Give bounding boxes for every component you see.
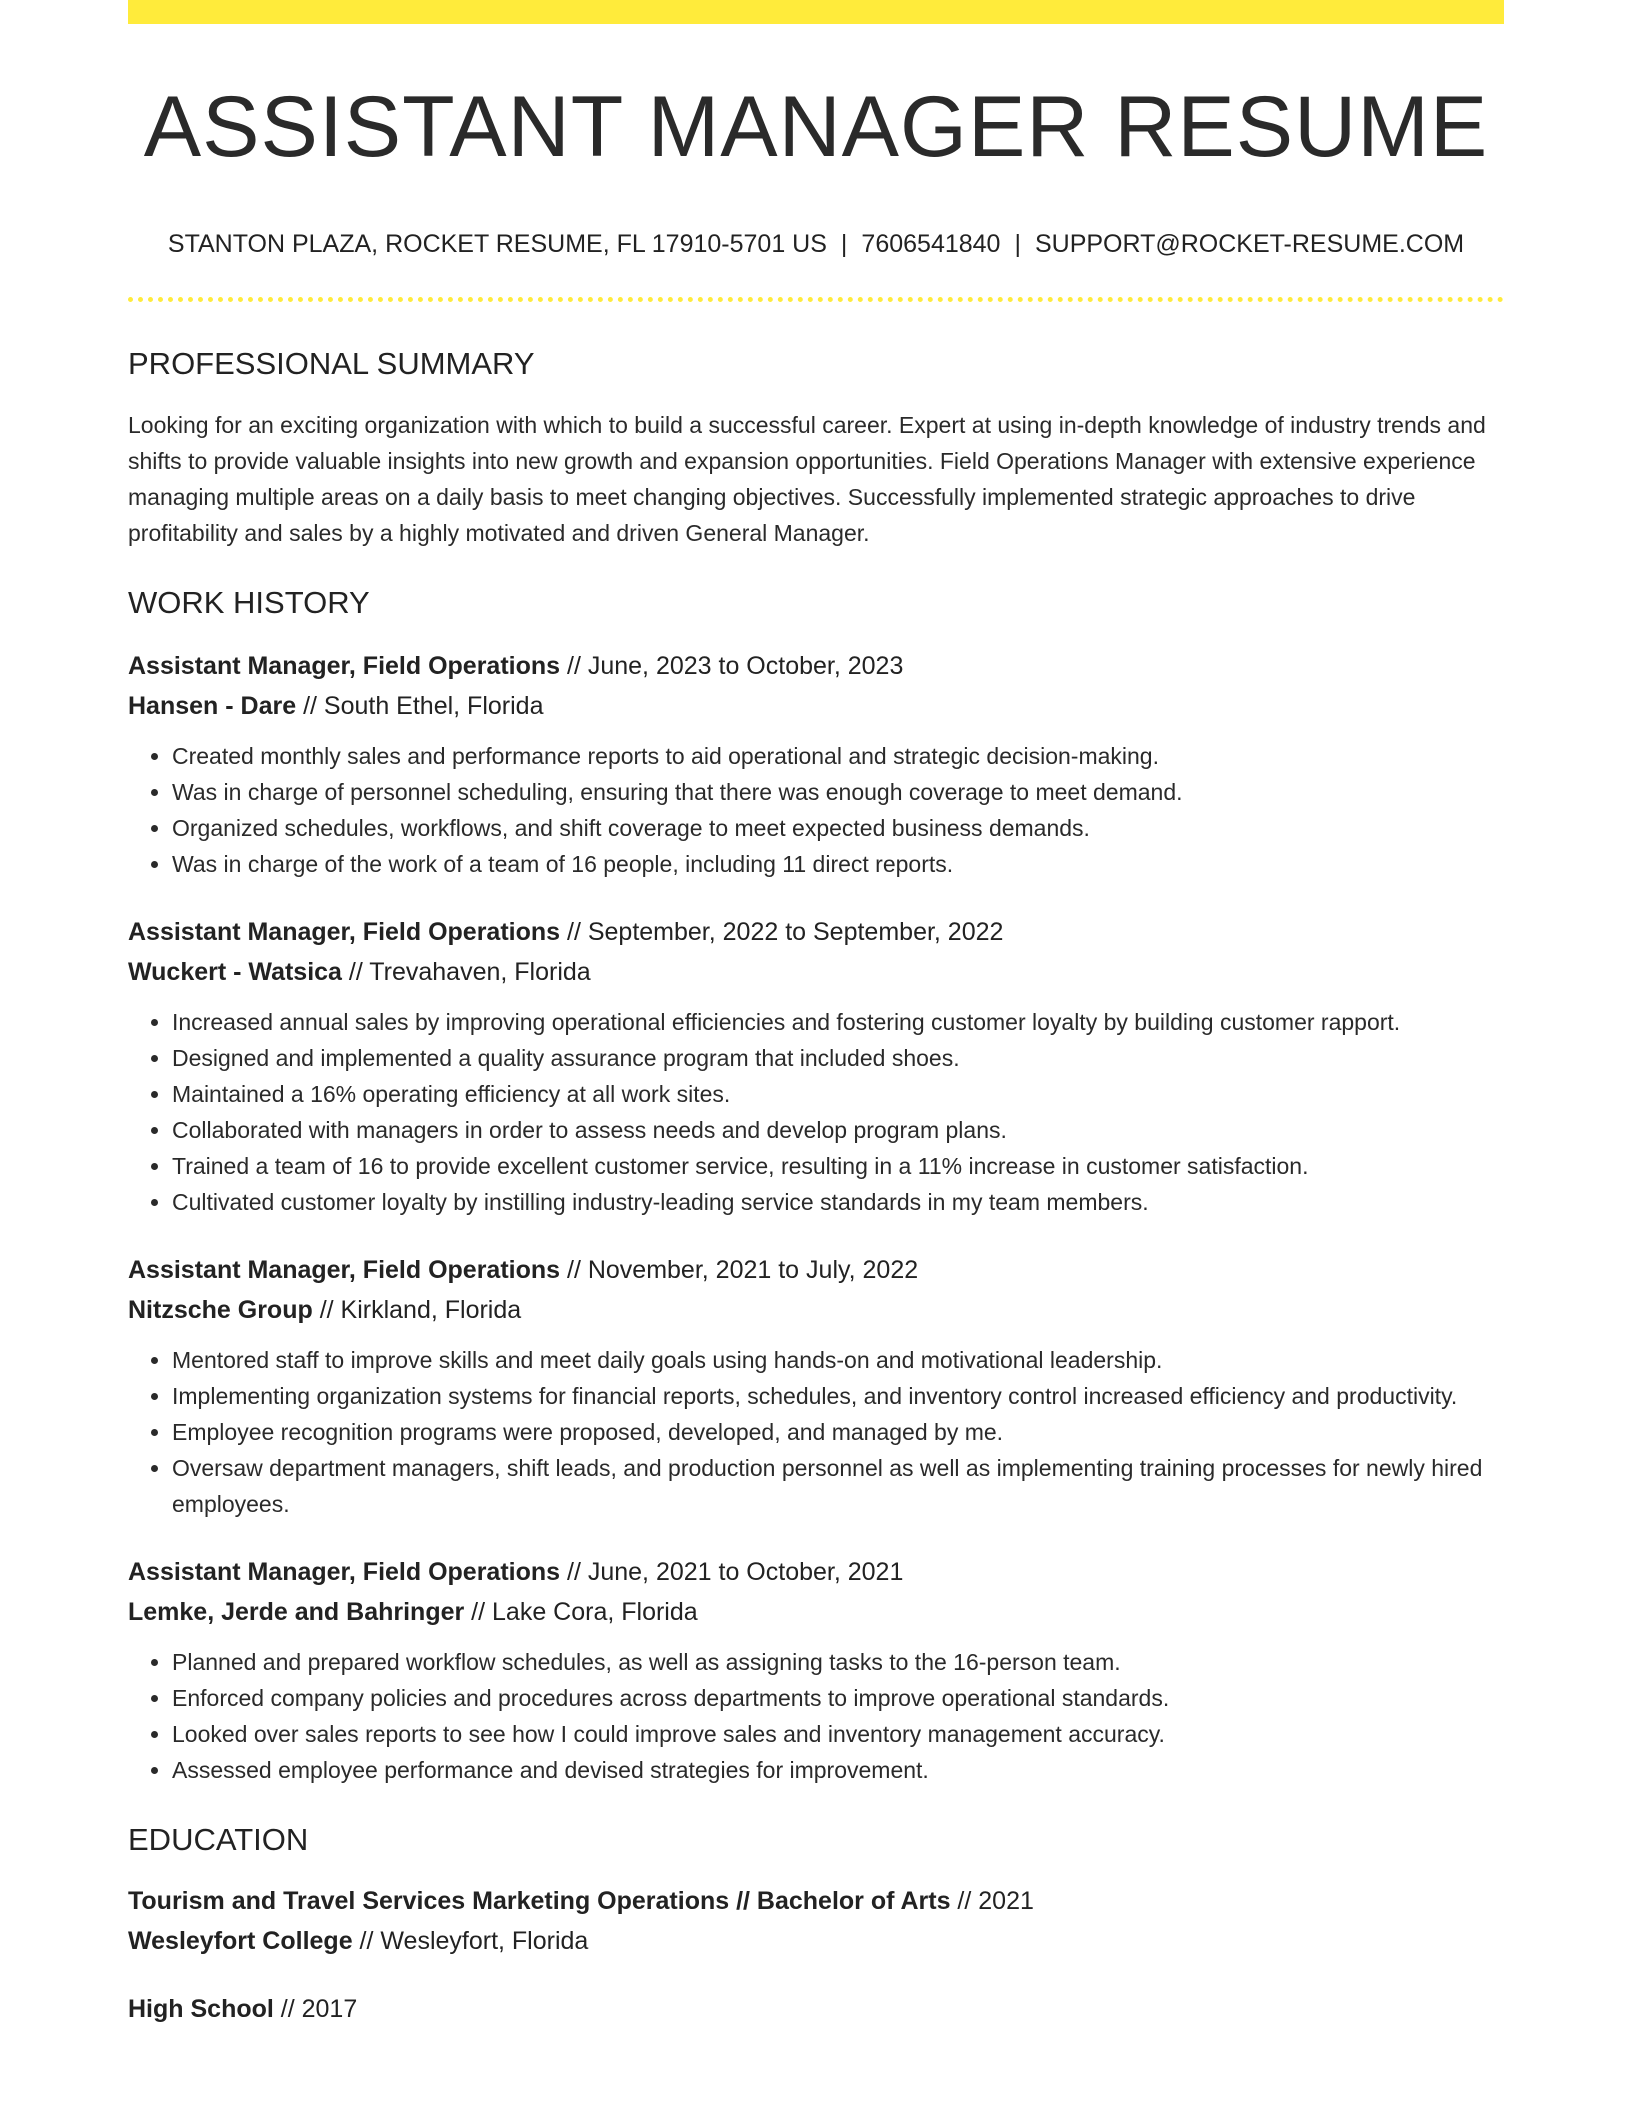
contact-line <box>128 232 1504 257</box>
job-bullets <box>128 1644 1504 1788</box>
education-degree: High School <box>128 1995 274 2023</box>
contact-separator: | <box>1014 230 1021 258</box>
job-company: Lemke, Jerde and Bahringer <box>128 1598 465 1626</box>
job-bullet: • Created monthly sales and performance reports to aid operational and strategic decision-making. <box>172 738 1504 774</box>
job-bullet: • Oversaw department managers, shift leads, and production personnel as well as implementing training processes for newly hired employees. <box>172 1450 1504 1522</box>
resume-title: ASSISTANT MANAGER RESUME <box>143 79 1489 175</box>
dotted-divider <box>128 297 1504 302</box>
job-location: // South Ethel, Florida <box>296 692 544 720</box>
job-entry <box>128 912 1504 1220</box>
education-degree: Tourism and Travel Services Marketing Operations // Bachelor of Arts <box>128 1887 951 1915</box>
work-history-heading: WORK HISTORY <box>128 585 370 620</box>
education-year: // 2017 <box>273 1995 358 2023</box>
job-bullet: • Maintained a 16% operating efficiency at all work sites. <box>172 1076 1504 1112</box>
job-dates: // June, 2021 to October, 2021 <box>560 1558 904 1586</box>
job-role: Assistant Manager, Field Operations <box>128 918 561 946</box>
education-heading: EDUCATION <box>128 1822 309 1857</box>
job-bullet: • Increased annual sales by improving operational efficiencies and fostering customer loyalty by building customer rapport. <box>172 1004 1504 1040</box>
job-bullet: • Organized schedules, workflows, and shift coverage to meet expected business demands. <box>172 810 1504 846</box>
job-bullet: • Employee recognition programs were proposed, developed, and managed by me. <box>172 1414 1504 1450</box>
job-bullet: • Designed and implemented a quality assurance program that included shoes. <box>172 1040 1504 1076</box>
job-bullet: • Cultivated customer loyalty by instilling industry-leading service standards in my team members. <box>172 1184 1504 1220</box>
job-bullet: • Planned and prepared workflow schedules, as well as assigning tasks to the 16-person team. <box>172 1644 1504 1680</box>
job-bullets <box>128 1342 1504 1522</box>
education-location: // Wesleyfort, Florida <box>352 1927 589 1955</box>
resume-page <box>128 0 1504 2029</box>
job-bullets <box>128 1004 1504 1220</box>
job-dates: // November, 2021 to July, 2022 <box>560 1256 919 1284</box>
summary-text: Looking for an exciting organization with which to build a successful career. Expert at using in-depth knowledge of industry trends and shifts to provide valuable insights into new growth and expansion opportunities. Field Operations Manager with extensive experience managing multiple areas on a daily basis to meet changing objectives. Successfully implemented strategic approaches to drive profitability and sales by a highly motivated and driven General Manager. <box>128 412 1486 546</box>
job-role-line <box>128 646 1504 686</box>
job-role-line <box>128 1552 1504 1592</box>
job-bullet: • Enforced company policies and procedures across departments to improve operational standards. <box>172 1680 1504 1716</box>
job-role: Assistant Manager, Field Operations <box>128 652 561 680</box>
job-company: Wuckert - Watsica <box>128 958 342 986</box>
job-company-line <box>128 1290 1504 1330</box>
job-bullet: • Implementing organization systems for financial reports, schedules, and inventory control increased efficiency and productivity. <box>172 1378 1504 1414</box>
job-location: // Kirkland, Florida <box>312 1296 522 1324</box>
job-company-line <box>128 1592 1504 1632</box>
job-company: Hansen - Dare <box>128 692 297 720</box>
job-bullet: • Was in charge of personnel scheduling, ensuring that there was enough coverage to meet demand. <box>172 774 1504 810</box>
job-bullet: • Collaborated with managers in order to assess needs and develop program plans. <box>172 1112 1504 1148</box>
job-entry <box>128 1552 1504 1788</box>
job-dates: // September, 2022 to September, 2022 <box>560 918 1004 946</box>
job-bullet: • Mentored staff to improve skills and meet daily goals using hands-on and motivational leadership. <box>172 1342 1504 1378</box>
job-bullet: • Trained a team of 16 to provide excellent customer service, resulting in a 11% increase in customer satisfaction. <box>172 1148 1504 1184</box>
contact-address: STANTON PLAZA, ROCKET RESUME, FL 17910-5701 US <box>167 230 827 258</box>
job-company-line <box>128 686 1504 726</box>
job-entry <box>128 1250 1504 1522</box>
job-bullets <box>128 738 1504 882</box>
contact-phone: 7606541840 <box>861 230 1001 258</box>
education-school: Wesleyfort College <box>128 1927 353 1955</box>
job-bullet: • Was in charge of the work of a team of 16 people, including 11 direct reports. <box>172 846 1504 882</box>
contact-email: SUPPORT@ROCKET-RESUME.COM <box>1034 230 1465 258</box>
education-degree-line <box>128 1989 1504 2029</box>
job-company: Nitzsche Group <box>128 1296 313 1324</box>
contact-separator: | <box>840 230 848 258</box>
job-role: Assistant Manager, Field Operations <box>128 1558 561 1586</box>
job-location: // Lake Cora, Florida <box>464 1598 698 1626</box>
job-location: // Trevahaven, Florida <box>341 958 591 986</box>
summary-heading: PROFESSIONAL SUMMARY <box>128 346 535 381</box>
education-entry <box>128 1989 1504 2029</box>
job-bullet: • Assessed employee performance and devised strategies for improvement. <box>172 1752 1504 1788</box>
education-entry <box>128 1881 1504 1961</box>
job-company-line <box>128 952 1504 992</box>
job-role-line <box>128 1250 1504 1290</box>
education-school-line <box>128 1921 1504 1961</box>
job-dates: // June, 2023 to October, 2023 <box>560 652 904 680</box>
job-role-line <box>128 912 1504 952</box>
job-entry <box>128 646 1504 882</box>
job-bullet: • Looked over sales reports to see how I could improve sales and inventory management accuracy. <box>172 1716 1504 1752</box>
accent-top-bar <box>128 0 1504 24</box>
education-year: // 2021 <box>950 1887 1034 1915</box>
education-degree-line <box>128 1881 1504 1921</box>
job-role: Assistant Manager, Field Operations <box>128 1256 561 1284</box>
